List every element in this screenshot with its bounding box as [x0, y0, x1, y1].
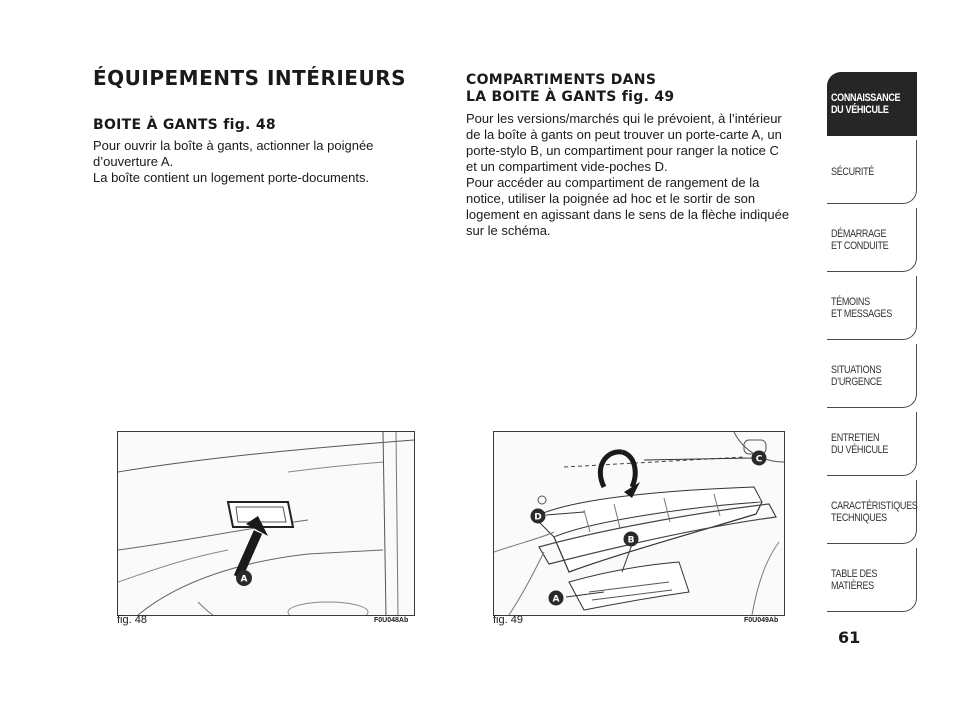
text-line: La boîte contient un logement porte-documents.	[93, 170, 370, 185]
tab-label: DU VÉHICULE	[831, 443, 889, 456]
tab-label: SITUATIONS	[831, 363, 882, 376]
glovebox-subtitle: BOITE À GANTS fig. 48	[93, 117, 276, 133]
callout-label: B	[627, 535, 635, 546]
tab-entretien-du-vehicule[interactable]	[827, 412, 917, 476]
tab-label: D’URGENCE	[831, 375, 882, 388]
tab-label: TABLE DES	[831, 567, 878, 580]
tab-label: CARACTÉRISTIQUES	[831, 499, 918, 512]
section-title: ÉQUIPEMENTS INTÉRIEURS	[93, 66, 407, 90]
title-line: LA BOITE À GANTS fig. 49	[466, 89, 675, 105]
tab-label: ET CONDUITE	[831, 239, 889, 252]
glovebox-drawing	[118, 432, 414, 615]
compartments-paragraph	[466, 111, 789, 239]
tab-label: TÉMOINS	[831, 295, 870, 308]
text-line: sur le schéma.	[466, 223, 551, 238]
text-line: porte-stylo B, un compartiment pour ranger la notice C	[466, 143, 779, 158]
figure-49-caption: fig. 49	[493, 614, 523, 626]
tab-table-des-matieres[interactable]	[827, 548, 917, 612]
callout-label: A	[552, 594, 560, 605]
compartments-title	[466, 72, 674, 106]
tab-label: ENTRETIEN	[831, 431, 880, 444]
glovebox-paragraph	[93, 138, 373, 186]
figure-49-illustration	[493, 431, 785, 616]
compartments-drawing	[494, 432, 784, 615]
tab-connaissance-du-vehicule[interactable]	[827, 72, 917, 136]
callout-label: C	[755, 454, 763, 465]
tab-demarrage-et-conduite[interactable]	[827, 208, 917, 272]
callout-label: D	[534, 512, 542, 523]
text-line: Pour accéder au compartiment de rangement de la	[466, 175, 760, 190]
tab-label: CONNAISSANCE	[831, 92, 901, 104]
tab-label: MATIÈRES	[831, 579, 874, 592]
tab-label: DÉMARRAGE	[831, 227, 887, 240]
tab-temoins-et-messages[interactable]	[827, 276, 917, 340]
tab-label: SÉCURITÉ	[831, 165, 874, 178]
figure-48-code: F0U048Ab	[374, 617, 409, 624]
tab-securite[interactable]	[827, 140, 917, 204]
callout-label: A	[240, 574, 248, 585]
text-line: notice, utiliser la poignée ad hoc et le sortir de son	[466, 191, 756, 206]
tab-label: ET MESSAGES	[831, 307, 892, 320]
title-line: COMPARTIMENTS DANS	[466, 72, 657, 88]
tab-situations-durgence[interactable]	[827, 344, 917, 408]
text-line: Pour les versions/marchés qui le prévoient, à l’intérieur	[466, 111, 782, 126]
figure-49-code: F0U049Ab	[744, 617, 779, 624]
figure-48-caption: fig. 48	[117, 614, 147, 626]
text-line: et un compartiment vide-poches D.	[466, 159, 668, 174]
text-line: d’ouverture A.	[93, 154, 174, 169]
tab-caracteristiques-techniques[interactable]	[827, 480, 917, 544]
text-line: de la boîte à gants on peut trouver un porte-carte A, un	[466, 127, 782, 142]
tab-label: DU VÉHICULE	[831, 104, 889, 116]
page-number: 61	[838, 628, 861, 647]
figure-48-illustration	[117, 431, 415, 616]
tab-label: TECHNIQUES	[831, 511, 887, 524]
text-line: Pour ouvrir la boîte à gants, actionner la poignée	[93, 138, 374, 153]
text-line: logement en agissant dans le sens de la flèche indiquée	[466, 207, 790, 222]
